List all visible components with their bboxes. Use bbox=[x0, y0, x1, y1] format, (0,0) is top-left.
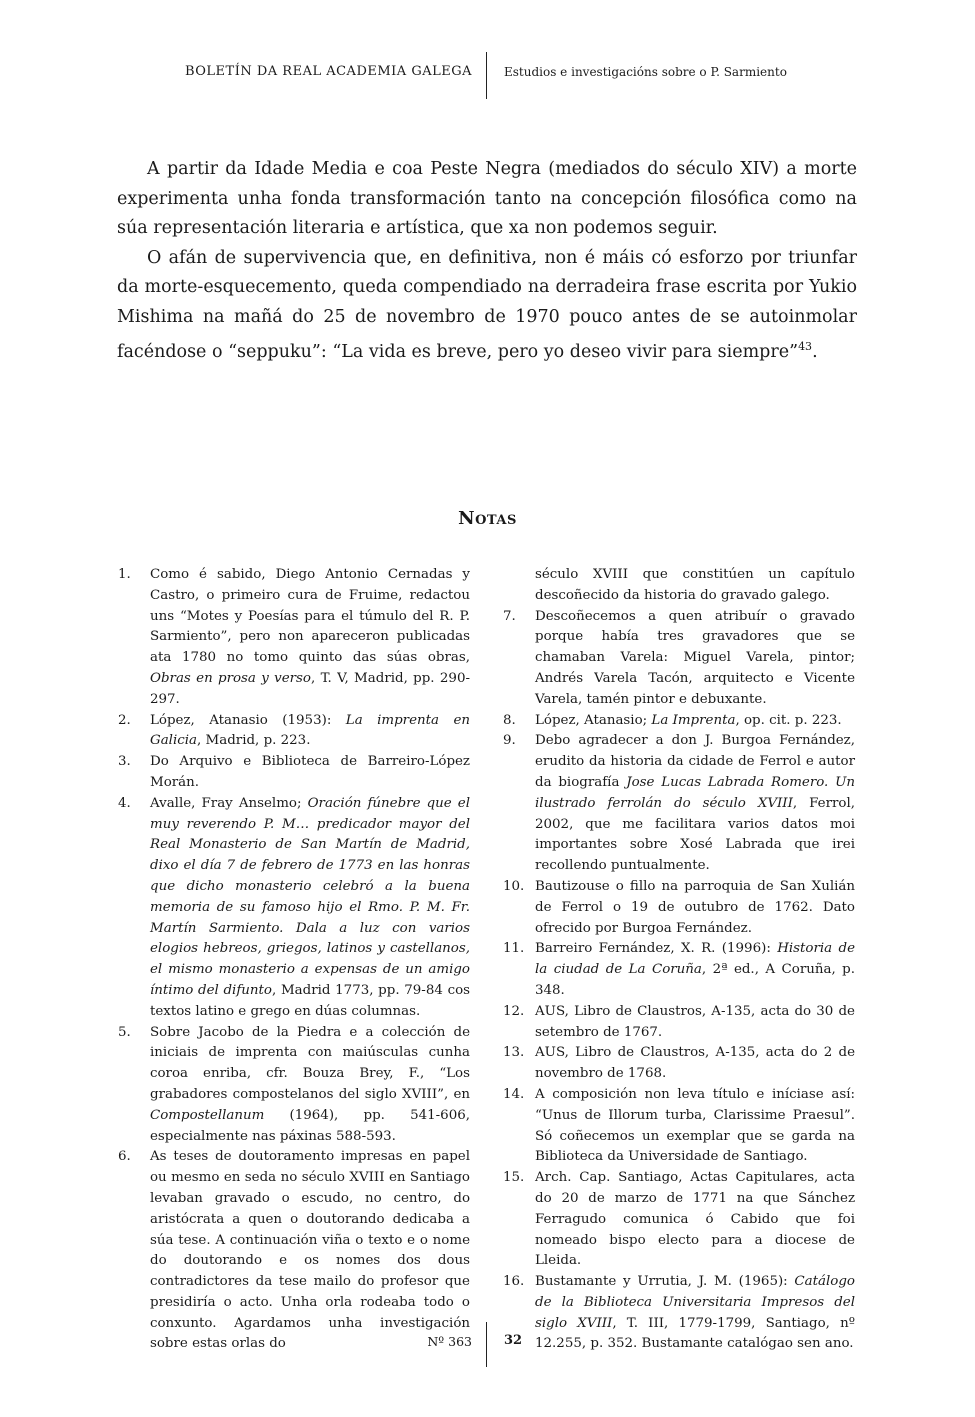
note-number: 4. bbox=[118, 795, 131, 811]
note-number: 11. bbox=[503, 941, 525, 957]
note-text: Descoñecemos a quen atribuír o gravado porque había tres gravadores que se chamaban Varela: Miguel Varela, pintor; Andrés Varela Tacón, arquitecto e Vicente Varela, tamén pintor e debuxante. bbox=[535, 608, 855, 707]
note-number: 6. bbox=[118, 1149, 131, 1165]
note-text: Arch. Cap. Santiago, Actas Capitulares, acta do 20 de marzo de 1771 na que Sánchez Ferragudo comunica ó Cabido que foi nomeado bispo electo para a diocese de Lleida. bbox=[535, 1170, 855, 1269]
page-number: 32 bbox=[504, 1333, 523, 1348]
footer-divider bbox=[486, 1322, 487, 1367]
note-text-part: (1964), pp. 541-606, especialmente nas páxinas 588-593. bbox=[150, 1107, 470, 1144]
note-number: 13. bbox=[503, 1045, 525, 1061]
note-item bbox=[503, 711, 855, 732]
note-text-part: , Madrid 1773, pp. 79-84 cos textos latino e grego en dúas columnas. bbox=[150, 982, 470, 1019]
note-text-part: López, Atanasio; bbox=[535, 712, 652, 728]
note-text-part: , T. III, 1779-1799, Santiago, nº 12.255, p. 352. Bustamante catalógao sen ano. bbox=[535, 1315, 855, 1352]
note-text bbox=[150, 565, 470, 711]
note-italic-title: Compostellanum bbox=[150, 1107, 265, 1123]
note-italic-title: La imprenta en Galicia bbox=[150, 712, 470, 749]
note-item bbox=[118, 794, 470, 1023]
note-number: 9. bbox=[503, 733, 516, 749]
note-text: Bautizouse o fillo na parroquia de San Xulián de Ferrol o 19 de outubro de 1762. Dato ofrecido por Burgoa Fernández. bbox=[535, 878, 855, 936]
main-text bbox=[117, 155, 857, 367]
footnote-ref-43[interactable]: 43 bbox=[798, 340, 813, 353]
note-item bbox=[503, 607, 855, 711]
note-item bbox=[503, 1168, 855, 1272]
note-number: 10. bbox=[503, 878, 525, 894]
note-italic-title: Historia de la ciudad de La Coruña bbox=[535, 941, 856, 978]
note-item bbox=[118, 1023, 470, 1148]
note-text bbox=[535, 731, 855, 877]
note-number: 16. bbox=[503, 1274, 525, 1290]
note-text-part: , T. V, Madrid, pp. 290-297. bbox=[150, 670, 470, 707]
note-item bbox=[503, 939, 855, 1001]
note-text-part: Como é sabido, Diego Antonio Cernadas y Castro, o primeiro cura de Fruime, redactou uns “Motes y Poesías para el túmulo del R. P. Sarmiento”, pero non apareceron publicadas ata 1780 no tomo quinto das súas obras, bbox=[150, 567, 470, 666]
journal-title: BOLETÍN DA REAL ACADEMIA GALEGA bbox=[184, 64, 472, 79]
note-number: 5. bbox=[118, 1024, 131, 1040]
note-text bbox=[150, 1023, 470, 1148]
note-italic-title: Catálogo de la Biblioteca Universitaria Impresos del siglo XVIII bbox=[535, 1274, 855, 1331]
note-item bbox=[118, 711, 470, 753]
note-text-part: Sobre Jacobo de la Piedra e a colección de iniciais de imprenta con maiúsculas cunha coroa enriba, cfr. Bouza Brey, F., “Los grabadores compostelanos del siglo XVIII”, en bbox=[150, 1024, 470, 1102]
note-item bbox=[503, 877, 855, 939]
note-number: 15. bbox=[503, 1170, 525, 1186]
note-text-part: Barreiro Fernández, X. R. (1996): bbox=[535, 941, 778, 957]
header-divider bbox=[486, 52, 487, 99]
note-italic-title: Jose Lucas Labrada Romero. Un ilustrado ferrolán do século XVIII bbox=[535, 774, 855, 811]
note-item bbox=[118, 565, 470, 711]
note-item bbox=[118, 752, 470, 794]
notes-column-left bbox=[118, 565, 470, 1355]
note-text-part: Debo agradecer a don J. Burgoa Fernández, erudito da historia da cidade de Ferrol e autor da biografía bbox=[535, 733, 855, 790]
paragraph-2-text: O afán de supervivencia que, en definitiva, non é máis có esforzo por triunfar da morte-esquecemento, queda compendiado na derradeira frase escrita por Yukio Mishima na mañá do 25 de novembro de 1970 pouco antes de se autoinmolar facéndose o “seppuku”: “La vida es breve, pero yo deseo vivir para siempre” bbox=[117, 247, 857, 362]
note-text-part: , Ferrol, 2002, que me facilitara varios datos moi importantes sobre Xosé Labrada que irei recollendo puntualmente. bbox=[535, 795, 856, 874]
page-footer bbox=[0, 1322, 975, 1370]
notes-column-right bbox=[503, 565, 855, 1355]
note-italic-title: Oración fúnebre que el muy reverendo P. M… predicador mayor del Real Monasterio de San Martín de Madrid, dixo el día 7 de febrero de 1773 en las honras que dicho monasterio celebró a la buena memoria de su famoso hijo el Rmo. P. M. Fr. Martín Sarmiento. Dala a luz con varios elogios hebreos, griegos, latinos y castellanos, el mismo monasterio a expensas de un amigo íntimo del difunto bbox=[150, 795, 470, 998]
note-number: 2. bbox=[118, 712, 131, 728]
note-text-part: , op. cit. p. 223. bbox=[735, 712, 842, 728]
note-number: 1. bbox=[118, 567, 131, 582]
note-text bbox=[535, 711, 855, 732]
note-text-part: López, Atanasio (1953): bbox=[150, 712, 346, 728]
note-text: AUS, Libro de Claustros, A-135, acta do 30 de setembro de 1767. bbox=[535, 1003, 855, 1040]
note-text-part: Bustamante y Urrutia, J. M. (1965): bbox=[535, 1274, 795, 1290]
note-number: 8. bbox=[503, 712, 516, 728]
notes-heading: Notas bbox=[458, 508, 517, 529]
note-text bbox=[150, 711, 470, 753]
note-italic-title: La Imprenta bbox=[651, 712, 736, 728]
note-item bbox=[503, 1043, 855, 1085]
note-continuation bbox=[503, 565, 855, 607]
note-text bbox=[150, 794, 470, 1023]
paragraph-1: A partir da Idade Media e coa Peste Negra (mediados do século XIV) a morte experimenta unha fonda transformación tanto na concepción filosófica como na súa representación literaria e artística, que xa non podemos seguir. bbox=[117, 159, 857, 238]
note-text bbox=[535, 939, 855, 1001]
note-text-part: Avalle, Fray Anselmo; bbox=[150, 795, 308, 811]
paragraph-2-end: . bbox=[812, 341, 818, 362]
note-number: 12. bbox=[503, 1003, 525, 1019]
note-text: A composición non leva título e iníciase así: “Unus de Illorum turba, Clarissime Praesul”. Só coñecemos un exemplar que se garda na Biblioteca da Universidade de Santiago. bbox=[535, 1086, 855, 1165]
note-text: Do Arquivo e Biblioteca de Barreiro-López Morán. bbox=[150, 754, 470, 790]
note-text: As teses de doutoramento impresas en papel ou mesmo en seda no século XVIII en Santiago levaban gravado o escudo, no centro, do aristócrata a quen o doutorando dedicaba a súa tese. A continuación viña o texto e o nome do doutorando e os nomes dos dous contradictores da tese mailo do profesor que presidiría o acto. Unha orla rodeaba todo o conxunto. Agardamos unha investigación sobre estas orlas do bbox=[150, 1149, 470, 1352]
note-item bbox=[503, 1085, 855, 1168]
section-title: Estudios e investigacións sobre o P. Sarmiento bbox=[504, 65, 787, 79]
note-item bbox=[503, 731, 855, 877]
note-text: AUS, Libro de Claustros, A-135, acta do 2 de novembro de 1768. bbox=[535, 1045, 855, 1082]
paragraph-2 bbox=[117, 244, 857, 368]
note-italic-title: Obras en prosa y verso bbox=[150, 670, 311, 686]
running-header bbox=[0, 52, 975, 100]
note-text-part: , Madrid, p. 223. bbox=[197, 733, 311, 749]
issue-number: Nº 363 bbox=[427, 1334, 472, 1349]
note-item bbox=[503, 1002, 855, 1044]
note-number: 7. bbox=[503, 608, 516, 624]
note-text: século XVIII que constitúen un capítulo descoñecido da historia do gravado galego. bbox=[535, 567, 855, 603]
note-number: 14. bbox=[503, 1086, 525, 1102]
note-text-part: , 2ª ed., A Coruña, p. 348. bbox=[535, 962, 855, 998]
note-number: 3. bbox=[118, 754, 131, 770]
